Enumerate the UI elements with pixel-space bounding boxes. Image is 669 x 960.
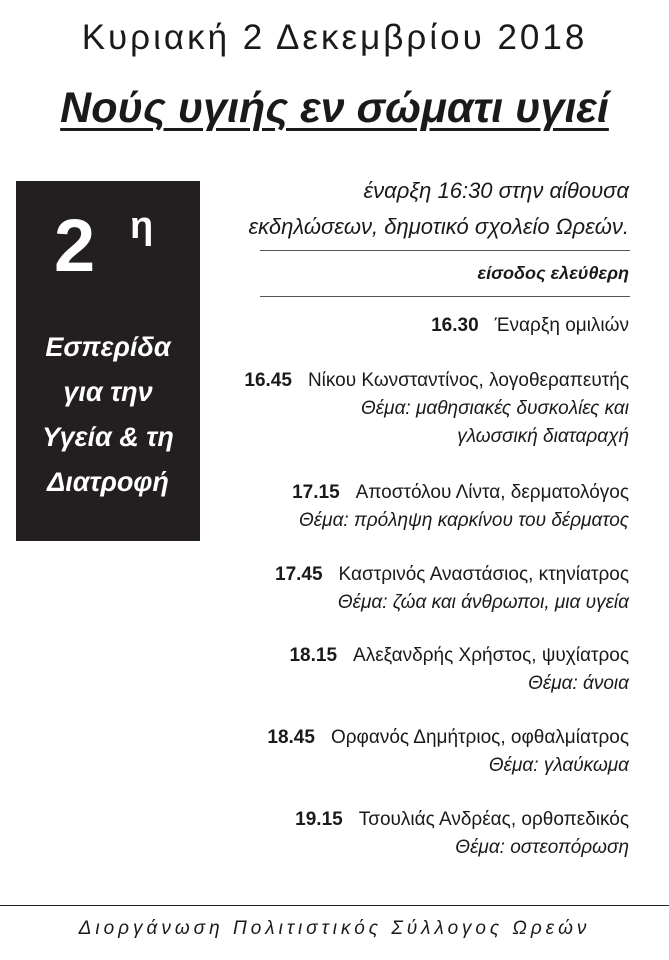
- event-title: Νούς υγιής εν σώματι υγιεί: [60, 84, 609, 132]
- schedule-item: [431, 312, 629, 340]
- event-venue: [248, 173, 629, 245]
- schedule-speaker: Καστρινός Αναστάσιος, κτηνίατρος: [338, 564, 629, 585]
- schedule-item: [292, 479, 629, 535]
- venue-line: έναρξη 16:30 στην αίθουσα: [363, 178, 629, 203]
- schedule-topic: Θέμα: άνοια: [528, 673, 629, 694]
- schedule-item: [295, 806, 629, 862]
- schedule-speaker: Έναρξη ομιλιών: [494, 315, 629, 336]
- schedule-speaker: Ορφανός Δημήτριος, οφθαλμίατρος: [330, 727, 629, 748]
- organizer-footer: Διοργάνωση Πολιτιστικός Σύλλογος Ωρεών: [78, 918, 591, 939]
- badge-line: Υγεία & τη: [42, 422, 174, 452]
- free-entry-note: είσοδος ελεύθερη: [477, 263, 629, 283]
- schedule-topic: γλωσσική διαταραχή: [457, 426, 629, 447]
- schedule-speaker: Αλεξανδρής Χρήστος, ψυχίατρος: [353, 645, 629, 666]
- badge-line: Εσπερίδα: [45, 332, 171, 362]
- schedule-item: [275, 561, 629, 617]
- schedule-speaker: Τσουλιάς Ανδρέας, ορθοπεδικός: [358, 809, 629, 830]
- divider: [260, 296, 630, 297]
- schedule-time: 16.45: [244, 370, 292, 391]
- schedule-time: 19.15: [295, 809, 343, 830]
- venue-line: εκδηλώσεων, δημοτικό σχολείο Ωρεών.: [248, 214, 629, 239]
- schedule-topic: Θέμα: πρόληψη καρκίνου του δέρματος: [299, 510, 629, 531]
- schedule-item: [289, 642, 629, 698]
- event-badge: [16, 181, 200, 541]
- schedule-topic: Θέμα: μαθησιακές δυσκολίες και: [361, 398, 629, 419]
- schedule-time: 16.30: [431, 315, 479, 336]
- badge-number: 2: [54, 204, 96, 287]
- divider: [260, 250, 630, 251]
- schedule-topic: Θέμα: οστεοπόρωση: [455, 837, 629, 858]
- schedule-time: 17.15: [292, 482, 340, 503]
- schedule-topic: Θέμα: ζώα και άνθρωποι, μια υγεία: [337, 592, 629, 613]
- schedule-topic: Θέμα: γλαύκωμα: [488, 755, 629, 776]
- schedule-time: 17.45: [275, 564, 323, 585]
- footer-divider: [0, 905, 669, 906]
- schedule-time: 18.15: [289, 645, 338, 666]
- badge-superscript: η: [130, 205, 154, 247]
- schedule-speaker: Νίκου Κωνσταντίνος, λογοθεραπευτής: [307, 370, 629, 391]
- badge-text: [16, 325, 200, 505]
- schedule-item: [267, 724, 629, 780]
- schedule-item: [244, 367, 629, 451]
- badge-line: για την: [63, 377, 153, 407]
- badge-line: Διατροφή: [47, 467, 169, 497]
- event-date: Κυριακή 2 Δεκεμβρίου 2018: [81, 18, 588, 57]
- schedule-speaker: Αποστόλου Λίντα, δερματολόγος: [355, 482, 629, 503]
- schedule-time: 18.45: [267, 727, 315, 748]
